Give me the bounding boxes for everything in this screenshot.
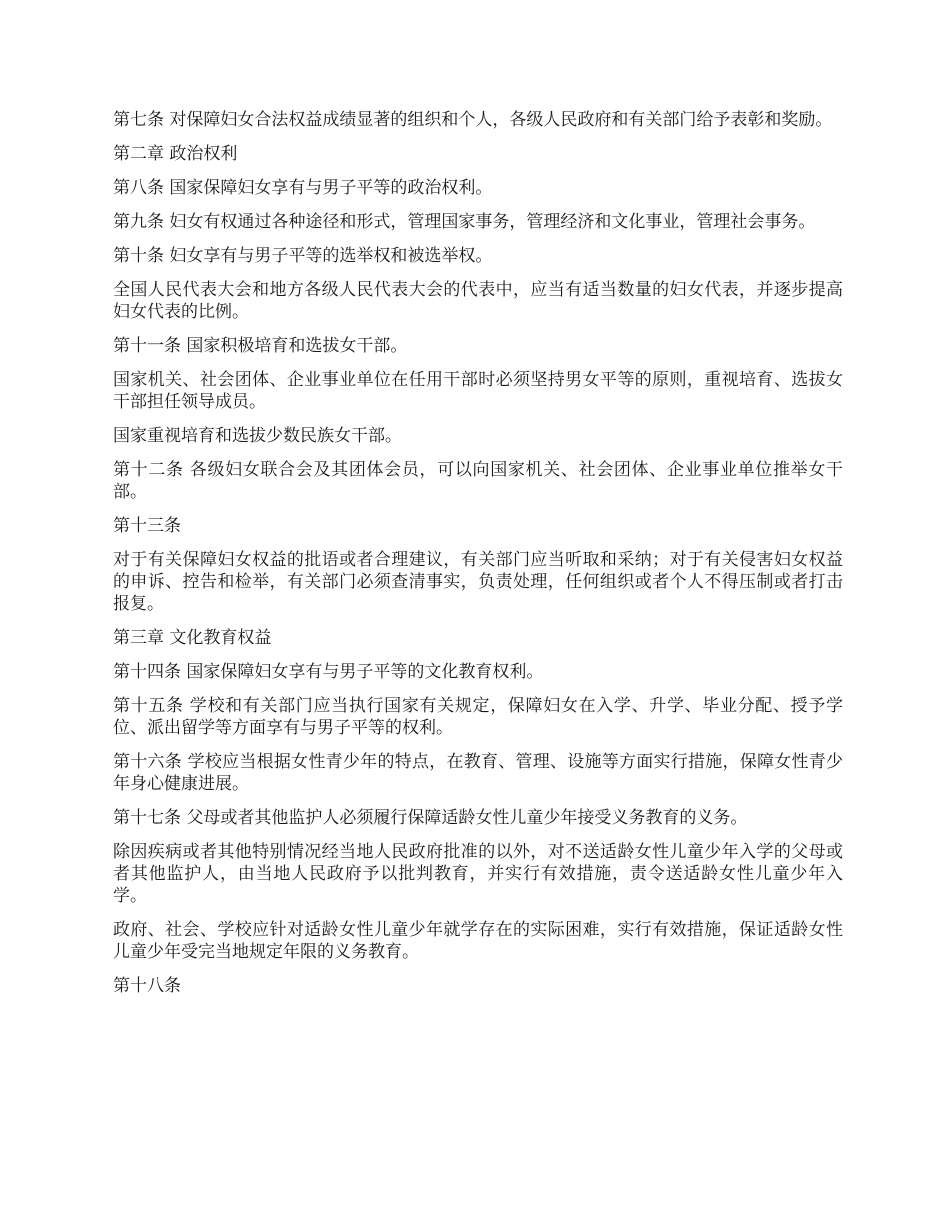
paragraph-article-17-clause-2: 政府、社会、学校应针对适龄女性儿童少年就学存在的实际困难，实行有效措施，保证适龄女性儿童少年受完当地规定年限的义务教育。 (113, 920, 843, 962)
chapter-heading-3: 第三章 文化教育权益 (113, 628, 272, 648)
paragraph-article-8: 第八条 国家保障妇女享有与男子平等的政治权利。 (113, 178, 493, 198)
paragraph-article-17-clause-1: 除因疾病或者其他特别情况经当地人民政府批准的以外，对不送适龄女性儿童少年入学的父母或者其他监护人，由当地人民政府予以批判教育，并实行有效措施，责令送适龄女性儿童少年入学。 (113, 842, 843, 906)
paragraph-article-13-clause: 对于有关保障妇女权益的批语或者合理建议，有关部门应当听取和采纳；对于有关侵害妇女权益的申诉、控告和检举，有关部门必须查清事实，负责处理，任何组织或者个人不得压制或者打击报复。 (113, 550, 843, 614)
paragraph-article-7: 第七条 对保障妇女合法权益成绩显著的组织和个人，各级人民政府和有关部门给予表彰和奖励。 (113, 110, 833, 130)
chapter-heading-2: 第二章 政治权利 (113, 144, 238, 164)
paragraph-article-14: 第十四条 国家保障妇女享有与男子平等的文化教育权利。 (113, 662, 544, 682)
paragraph-article-9: 第九条 妇女有权通过各种途径和形式，管理国家事务，管理经济和文化事业，管理社会事务。 (113, 212, 816, 232)
paragraph-article-17: 第十七条 父母或者其他监护人必须履行保障适龄女性儿童少年接受义务教育的义务。 (113, 808, 748, 828)
paragraph-article-11: 第十一条 国家积极培育和选拔女干部。 (113, 336, 408, 356)
paragraph-article-11-clause-2: 国家重视培育和选拔少数民族女干部。 (113, 426, 402, 446)
paragraph-article-15: 第十五条 学校和有关部门应当执行国家有关规定，保障妇女在入学、升学、毕业分配、授予学位、派出留学等方面享有与男子平等的权利。 (113, 696, 843, 738)
paragraph-article-13: 第十三条 (113, 516, 181, 536)
paragraph-article-16: 第十六条 学校应当根据女性青少年的特点，在教育、管理、设施等方面实行措施，保障女性青少年身心健康进展。 (113, 752, 843, 794)
paragraph-article-12: 第十二条 各级妇女联合会及其团体会员，可以向国家机关、社会团体、企业事业单位推举女干部。 (113, 460, 843, 502)
paragraph-article-10: 第十条 妇女享有与男子平等的选举权和被选举权。 (113, 246, 493, 266)
paragraph-article-18: 第十八条 (113, 976, 181, 996)
document-body (113, 109, 843, 1009)
paragraph-article-11-clause-1: 国家机关、社会团体、企业事业单位在任用干部时必须坚持男女平等的原则，重视培育、选拔女干部担任领导成员。 (113, 370, 843, 412)
paragraph-article-10-clause: 全国人民代表大会和地方各级人民代表大会的代表中，应当有适当数量的妇女代表，并逐步提高妇女代表的比例。 (113, 280, 843, 322)
